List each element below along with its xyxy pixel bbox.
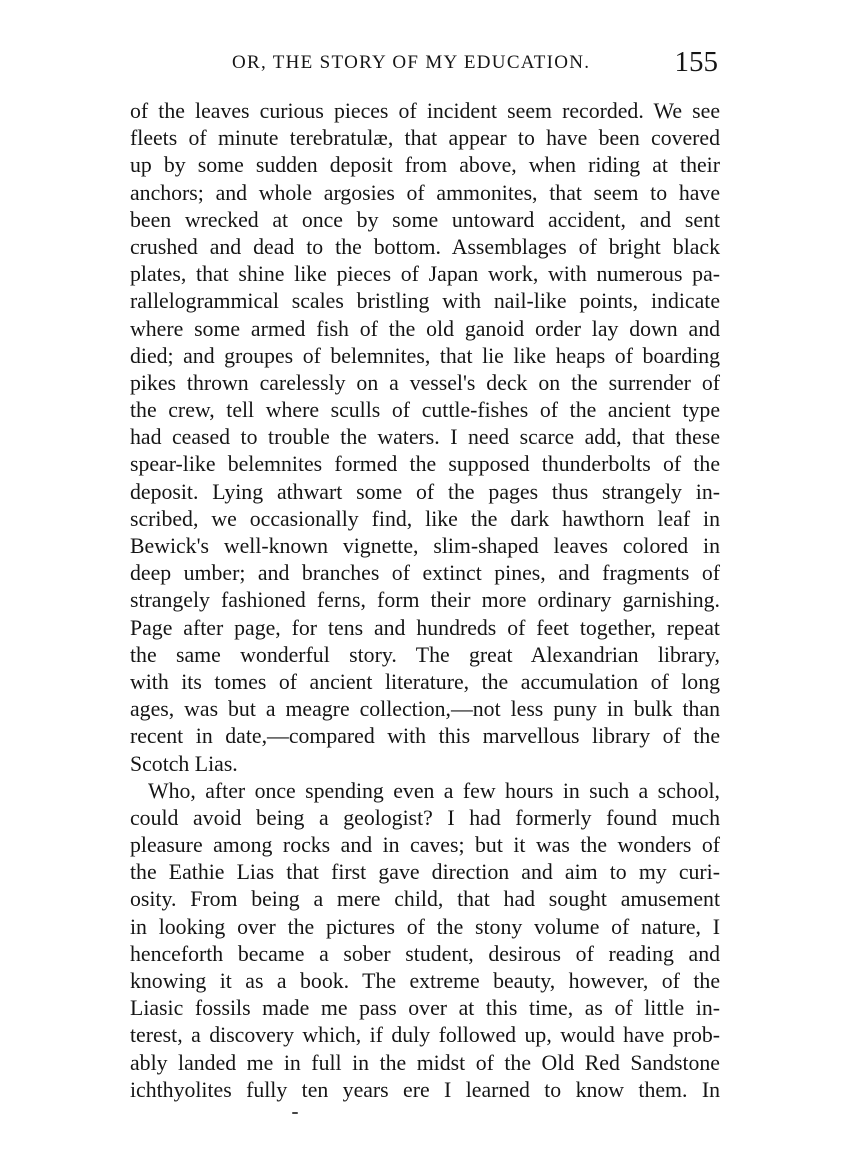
text-line: deposit. Lying athwart some of the pages thus strangely in-	[130, 479, 720, 504]
text-line: up by some sudden deposit from above, when riding at their	[130, 153, 720, 178]
text-line: of the leaves curious pieces of incident seem recorded. We see	[130, 99, 720, 123]
text-line: ably landed me in full in the midst of the Old Red Sandstone	[130, 1050, 720, 1075]
text-line: crushed and dead to the bottom. Assemblages of bright black	[130, 234, 720, 259]
text-line: rallelogrammical scales bristling with nail-like points, indicate	[130, 289, 720, 314]
text-line: fleets of minute terebratulæ, that appear to have been covered	[130, 126, 720, 151]
paragraph-1	[130, 98, 720, 778]
text-line: died; and groupes of belemnites, that lie like heaps of boarding	[130, 343, 720, 368]
page-number: 155	[674, 46, 718, 78]
paragraph-2	[130, 778, 720, 1104]
text-line: knowing it as a book. The extreme beauty, however, of the	[130, 969, 720, 993]
text-line: pikes thrown carelessly on a vessel's deck on the surrender of	[130, 370, 720, 395]
text-line: the crew, tell where sculls of cuttle-fishes of the ancient type	[130, 398, 720, 423]
text-line: recent in date,—compared with this marvellous library of the	[130, 724, 720, 749]
body-text	[130, 98, 720, 1104]
text-line: osity. From being a mere child, that had sought amusement	[130, 887, 720, 912]
text-line: ichthyolites fully ten years ere I learned to know them. In	[130, 1077, 720, 1102]
text-line: had ceased to trouble the waters. I need scarce add, that these	[130, 425, 720, 450]
running-title: OR, THE STORY OF MY EDUCATION.	[232, 52, 591, 73]
text-line: Who, after once spending even a few hours in such a school,	[148, 778, 720, 803]
text-line: plates, that shine like pieces of Japan work, with numerous pa-	[130, 262, 720, 287]
text-line: been wrecked at once by some untoward accident, and sent	[130, 207, 720, 232]
text-line: anchors; and whole argosies of ammonites, that seem to have	[130, 180, 720, 205]
text-line: spear-like belemnites formed the supposed thunderbolts of the	[130, 452, 720, 477]
text-line: Bewick's well-known vignette, slim-shaped leaves colored in	[130, 534, 720, 558]
ink-mark	[292, 1112, 298, 1114]
text-line: where some armed fish of the old ganoid order lay down and	[130, 316, 720, 341]
text-line: the same wonderful story. The great Alexandrian library,	[130, 642, 720, 667]
running-head	[130, 46, 720, 82]
text-line: strangely fashioned ferns, form their more ordinary garnishing.	[130, 588, 720, 613]
text-line: deep umber; and branches of extinct pines, and fragments of	[130, 561, 720, 586]
text-line: pleasure among rocks and in caves; but it was the wonders of	[130, 833, 720, 858]
text-line: henceforth became a sober student, desirous of reading and	[130, 941, 720, 966]
text-line: Liasic fossils made me pass over at this time, as of little in-	[130, 996, 720, 1021]
text-line: terest, a discovery which, if duly followed up, would have prob-	[130, 1023, 720, 1048]
text-line: could avoid being a geologist? I had formerly found much	[130, 805, 720, 830]
text-line: Page after page, for tens and hundreds of feet together, repeat	[130, 615, 720, 640]
text-line: scribed, we occasionally find, like the dark hawthorn leaf in	[130, 506, 720, 531]
text-line: Scotch Lias.	[130, 751, 238, 776]
text-line: with its tomes of ancient literature, the accumulation of long	[130, 669, 720, 694]
text-line: in looking over the pictures of the stony volume of nature, I	[130, 914, 720, 939]
text-line: the Eathie Lias that first gave direction and aim to my curi-	[130, 860, 720, 885]
text-line: ages, was but a meagre collection,—not less puny in bulk than	[130, 697, 720, 722]
